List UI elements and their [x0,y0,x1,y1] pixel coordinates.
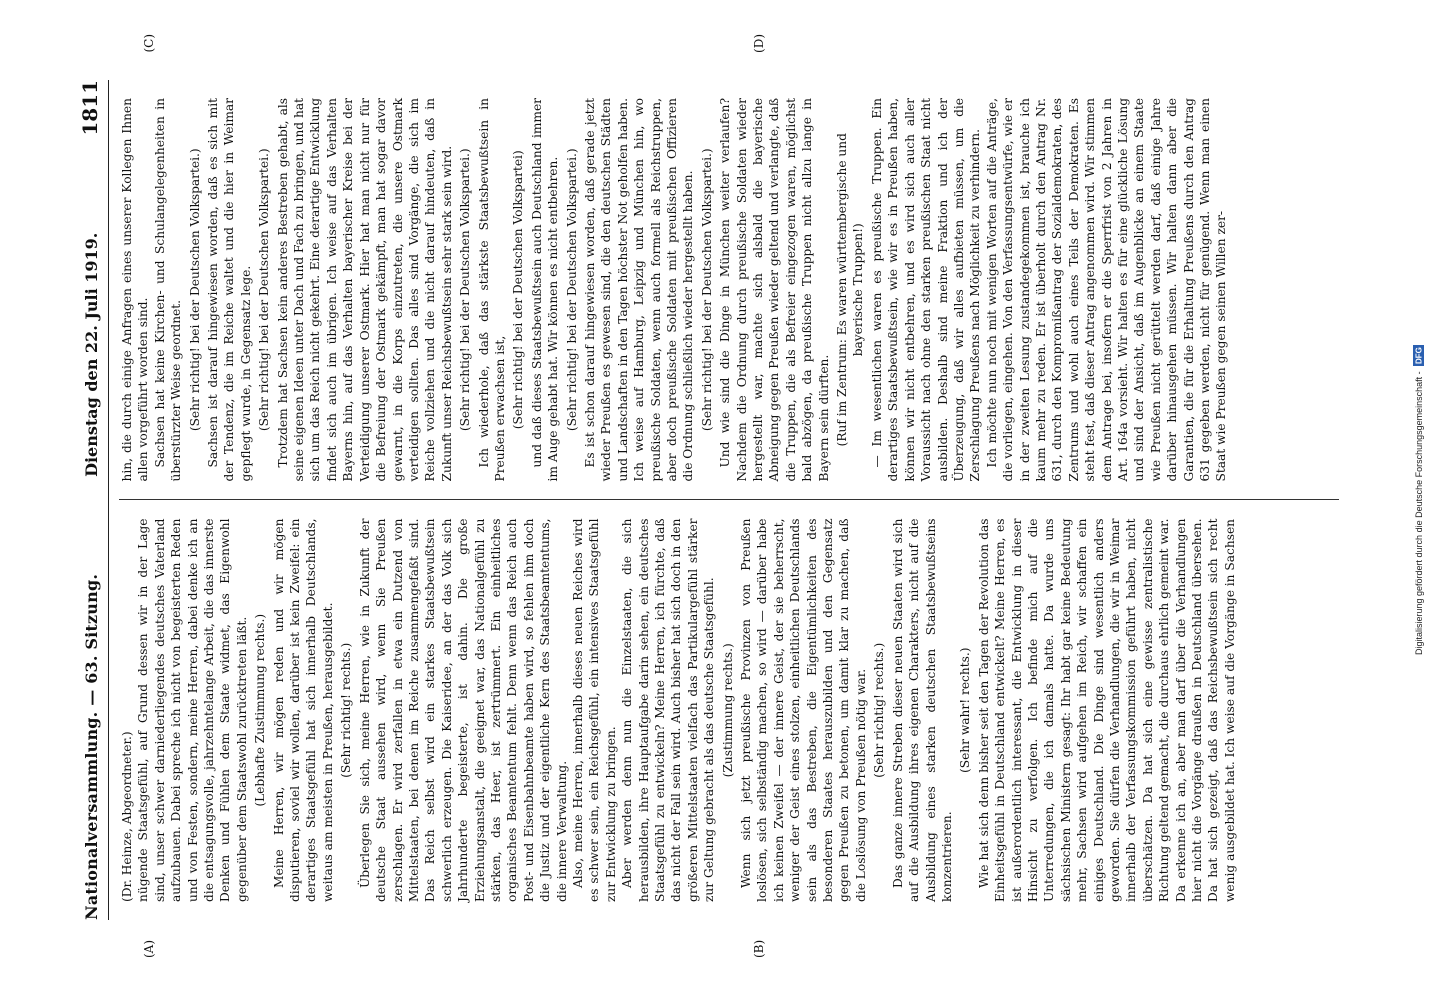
digitization-text: Digitalisierung gefördert durch die Deutsche Forschungsgemeinschaft - [1414,371,1424,656]
paragraph: Es ist schon darauf hingewiesen worden, daß gerade jetzt wieder Preußen es gewesen sind, die den deutschen Städten und Landschaften in den Tagen höchster Not geholfen haben. Ich weise auf Hamburg, Leipzig und München hin, wo preußische Soldaten, wenn auch formell als Reichstruppen, aber doch preußische Soldaten mit preußischen Offizieren die Ordnung schließlich wieder hergestellt haben. [582,98,696,482]
page-number: 1811 [78,80,102,136]
interjection: (Sehr richtig! rechts.) [339,642,354,778]
paragraph: hin, die durch einige Anfragen eines unserer Kollegen Ihnen allen vorgeführt worden sind. [120,98,151,482]
header-date: Dienstag den 22. Juli 1919. [82,232,101,477]
margin-mark-c: (C) [142,34,156,53]
paragraph: Ich möchte nun noch mit wenigen Worten auf die Anträge, die vorliegen, eingehen. Von den Verfassungsentwürfe, wie er in der zweiten Lesung zustandegekommen ist, brauche ich kaum mehr zu reden. Er ist überholt durch den Antrag Nr. 631, durch den Kompromißantrag der Sozialdemokraten, des Zentrums und wohl auch eines Teils der Demokraten. Es steht fest, daß dieser Antrag angenommen wird. Wir stimmen dem Antrage bei, insofern er die Sperrfrist von 2 Jahren in Art. 164a vorsieht. Wir halten es für eine glückliche Lösung und sind der Ansicht, daß im Augenblicke an einem Staate wie Preußen nicht gerüttelt werden darf, daß einige Jahre darüber hinausgehen müssen. Wir halten dann aber die Garantien, die für die Erhaltung Preußens durch den Antrag 631 gegeben werden, nicht für genügend. Wenn man einen Staat wie Preußen gegen seinen Willen zer- [984,98,1229,482]
interjection: (Sehr richtig! bei der Deutschen Volkspartei.) [458,148,473,432]
paragraph: Trotzdem hat Sachsen kein anderes Bestreben gehabt, als seine eigenen Ideen unter Dach und Fach zu bringen, und hat sich um das Reich nicht gekehrt. Eine derartige Entwicklung findet sich auch im übrigen. Ich weise auf das Verhalten Bayerns hin, auf das Verhalten bayerischer Kreise bei der Verteidigung unserer Ostmark. Hier hat man nicht nur für die Befreiung der Ostmark gekämpft, man hat sogar davor gewarnt, in die Korps einzutreten, die unsere Ostmark verteidigen sollten. Das alles sind Vorgänge, die sich im Reiche vollziehen und die nicht darauf hindeuten, daß in Zukunft unser Reichsbewußtsein sehr stark sein wird. [275,98,454,482]
paragraph: Wie hat sich denn bisher seit den Tagen der Revolution das Einheitsgefühl in Deutschland entwickelt? Meine Herren, es ist außerordentlich interessant, die Entwicklung in dieser Hinsicht zu verfolgen. Ich befinde mich auf die Unterredungen, die ich damals hatte. Da wurde uns sächsischen Ministern gesagt: Ihr habt gar keine Bedeutung mehr, Sachsen wird aufgehen im Reich, wir schaffen ein einiges Deutschland. Die Dinge sind wesentlich anders geworden. Sie dürfen die Verhandlungen, die wir in Weimar innerhalb der Verfassungskommission geführt haben, nicht überschätzen. Da hat sich eine gewisse zentralistische Richtung geltend gemacht, die durchaus ehrlich gemeint war. Da erkenne ich an, aber man darf über die Verhandlungen hier nicht die Vorgänge draußen in Deutschland übersehen. Da hat sich gezeigt, daß das Reichsbewußtsein sich recht wenig ausgebildet hat. Ich weise auf die Vorgänge in Sachsen [976,518,1237,902]
paragraph: — Im wesentlichen waren es preußische Truppen. Ein derartiges Staatsbewußtsein, wie wir es in Preußen haben, können wir nicht entbehren, und es wird sich auch aller Voraussicht nach ohne den starken preußischen Staat nicht ausbilden. Deshalb sind meine Fraktion und ich der Überzeugung, daß wir alles aufbieten müssen, um die Zerschlagung Preußens nach Möglichkeit zu verhindern. [869,98,983,482]
paragraph: Sachsen hat keine Kirchen- und Schulangelegenheiten in überstürzter Weise geordnet. [152,98,184,482]
text-columns [119,80,1339,920]
paragraph: Das ganze innere Streben dieser neuen Staaten wird sich auf die Ausbildung ihres eigenen Charakters, nicht auf die Ausbildung eines starken deutschen Staatsbewußtseins konzentrieren. [890,518,954,902]
interjection: (Sehr richtig! bei der Deutschen Volkspartei.) [257,148,272,432]
margin-mark-b: (B) [752,939,766,958]
interjection: (Sehr richtig! bei der Deutschen Volkspartei) [511,150,526,430]
dfg-logo: DFG [1414,346,1424,364]
right-column [119,80,1339,500]
paragraph: und daß dieses Staatsbewußtsein auch Deutschland immer im Auge gehabt hat. Wir können es nicht entbehren. [529,98,561,482]
margin-mark-d: (D) [752,34,766,53]
interjection: (Sehr richtig! bei der Deutschen Volkspartei.) [187,148,202,432]
paragraph: Meine Herren, wir mögen reden und wir mögen disputieren, soviel wir wollen, darüber ist kein Zweifel: ein derartiges Staatsgefühl hat sich innerhalb Deutschlands, weitaus am meisten in Preußen, herausgebildet. [271,518,335,902]
interjection: (Sehr richtig! bei der Deutschen Volkspartei.) [699,148,714,432]
paragraph: Wenn sich jetzt preußische Provinzen von Preußen loslösen, sich selbständig machen, so wird — darüber habe ich keinen Zweifel — der innere Geist, der sie beherrscht, weniger der Geist eines stolzen, einheitlichen Deutschlands sein als das Bestreben, die Eigentümlichkeiten des besonderen Staates herauszubilden und den Gegensatz gegen Preußen zu betonen, um damit klar zu machen, daß die Loslösung von Preußen nötig war. [739,518,868,902]
speaker-line: (Dr. Heinze, Abgeordneter.) [120,731,134,902]
paragraph: Sachsen ist darauf hingewiesen worden, daß es sich mit der Tendenz, die im Reiche waltet und die hier in Weimar gepflegt wurde, in Gegensatz lege. [206,98,253,482]
margin-mark-a: (A) [142,939,156,958]
interjection: (Sehr wahr! rechts.) [958,647,973,774]
left-column [119,500,1339,921]
paragraph: Aber werden denn nun die Einzelstaaten, die sich herausbilden, ihre Hauptaufgabe darin sehen, ein deutsches Staatsgefühl zu entwickeln? Meine Herren, ich fürchte, daß das nicht der Fall sein wird. Auch bisher hat sich doch in den größeren Mittelstaaten vielfach das Partikulargefühl stärker zur Geltung gebracht als das deutsche Staatsgefühl. [620,518,717,902]
interjection: (Sehr richtig! rechts.) [872,642,887,778]
interjection: (Zustimmung rechts.) [720,643,735,778]
interjection: (Lebhafte Zustimmung rechts.) [253,613,268,807]
paragraph: nügende Staatsgefühl, auf Grund dessen wir in der Lage sind, unser schwer darniederliegendes deutsches Vaterland aufzubauen. Dabei spreche ich nicht von begeisterten Reden und von Festen, sondern, meine Herren, dabei denke ich an die entsagungsvolle, jahrzehntelange Arbeit, die das innerste Denken und Fühlen dem Staate widmet, das Eigenwohl gegenüber dem Staatswohl zurücktreten läßt. [136,518,249,902]
interjection: (Ruf im Zentrum: Es waren württembergische und bayerische Truppen!) [835,133,866,447]
header-left: Nationalversammlung. — 63. Sitzung. [82,573,101,920]
page-header [78,80,109,920]
paragraph: Ich wiederhole, daß das stärkste Staatsbewußtsein in Preußen erwachsen ist, [476,98,507,482]
rotated-page [52,20,1382,980]
paragraph: Und wie sind die Dinge in München weiter verlaufen? Nachdem die Ordnung durch preußische Soldaten wieder hergestellt war, machte sich alsbald die bayerische Abneigung gegen Preußen wieder geltend und verlangte, daß die Truppen, die als Befreier eingezogen waren, möglichst bald abzögen, da preußische Truppen nicht allzu lange in Bayern sein dürften. [718,98,831,482]
paragraph: Überlegen Sie sich, meine Herren, wie in Zukunft der deutsche Staat aussehen wird, wenn Sie Preußen zerschlagen. Er wird zerfallen in etwa ein Dutzend von Mittelstaaten, bei denen im Reiche zusammengefaßt sind. Das Reich selbst wird ein starkes Staatsbewußtsein schwerlich erzeugen. Die Kaiseridee, an der das Volk sich Jahrhunderte begeisterte, ist dahin. Die große Erziehungsanstalt, die geeignet war, das Nationalgefühl zu stärken, das Heer, ist zertrümmert. Ein einheitliches organisches Beamtentum fehlt. Denn wenn das Reich auch Post- und Eisenbahnbeamte haben wird, so fehlen ihm doch die Justiz und der eigentliche Kern des Staatsbeamtentums, die innere Verwaltung. [357,518,569,902]
digitization-note [1408,0,1430,1000]
paragraph: Also, meine Herren, innerhalb dieses neuen Reiches wird es schwer sein, ein Reichsgefühl, ein intensives Staatsgefühl zur Entwicklung zu bringen. [570,518,618,902]
interjection: (Sehr richtig! bei der Deutschen Volkspartei.) [564,148,579,432]
